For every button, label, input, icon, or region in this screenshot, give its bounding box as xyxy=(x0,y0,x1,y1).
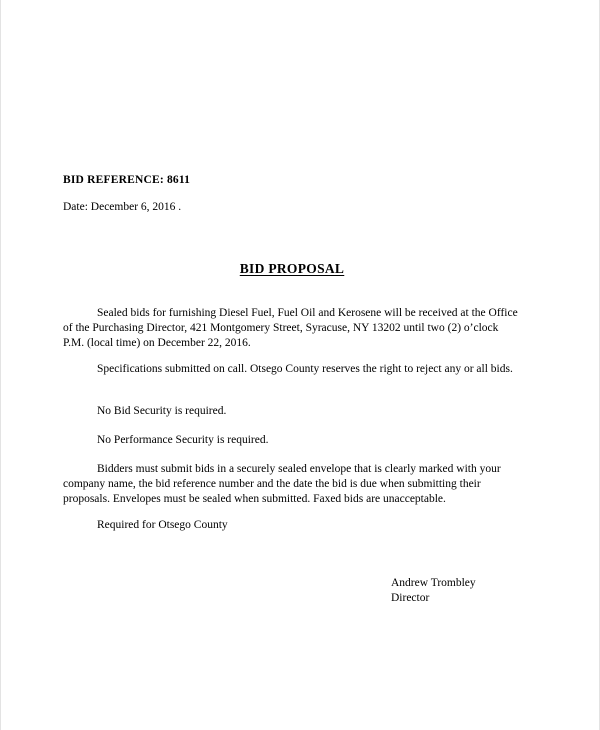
paragraph-bid-security: No Bid Security is required. xyxy=(97,404,227,417)
signatory-title: Director xyxy=(391,592,430,605)
date-line: Date: December 6, 2016 . xyxy=(63,201,182,213)
paragraph-envelope-instructions: Bidders must submit bids in a securely sealed envelope that is clearly marked with your company name, the bid reference number and the date the bid is due when submitting their proposals. Envelopes must be sealed when submitted. Faxed bids are unacceptable. xyxy=(63,462,501,506)
paragraph-intro: Sealed bids for furnishing Diesel Fuel, Fuel Oil and Kerosene will be received at the Office of the Purchasing Director, 421 Montgomery Street, Syracuse, NY 13202 until two (2) o’clock P.M. (local time) on December 22, 2016. xyxy=(63,306,518,350)
bid-reference-heading: BID REFERENCE: 8611 xyxy=(63,174,191,186)
signatory-name: Andrew Trombley xyxy=(391,577,476,589)
paragraph-performance-security: No Performance Security is required. xyxy=(97,433,269,446)
paragraph-specifications: Specifications submitted on call. Otsego County reserves the right to reject any or all bids. xyxy=(97,362,513,375)
paragraph-required-for: Required for Otsego County xyxy=(97,518,228,531)
signature-block xyxy=(391,576,476,607)
document-title-container xyxy=(63,260,521,278)
page-title: BID PROPOSAL xyxy=(239,261,345,276)
